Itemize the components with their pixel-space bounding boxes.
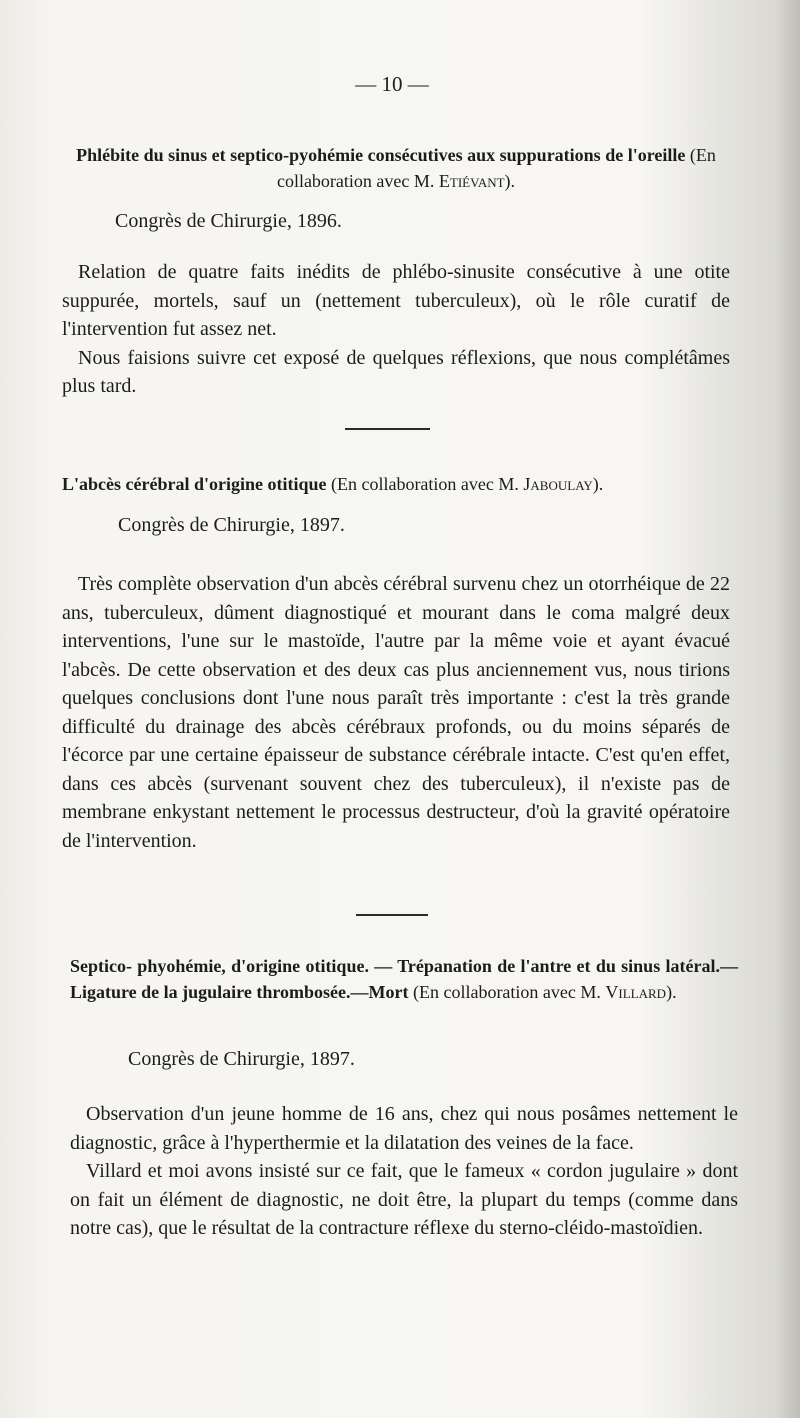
section-1-venue: Congrès de Chirurgie, 1896. (115, 210, 342, 232)
section-3-paragraph-2: Villard et moi avons insisté sur ce fait, que le fameux « cordon jugulaire » dont on fait un élément de diagnostic, ne doit être, la plupart du temps (comme dans notre cas), que le résultat de la contracture réflexe du sterno-cléido-mastoïdien. (70, 1160, 738, 1239)
section-3-venue: Congrès de Chirurgie, 1897. (128, 1048, 355, 1070)
section-2-collaborator: Jaboulay (523, 474, 593, 494)
section-3-collaborator: Villard (605, 982, 667, 1002)
section-1-paragraph-1: Relation de quatre faits inédits de phlébo-sinusite consécutive à une otite suppurée, mortels, sauf un (nettement tuberculeux), où le rôle curatif de l'intervention fut assez net. (62, 261, 730, 340)
section-2-title (62, 471, 730, 497)
section-2-title-end: ). (592, 474, 604, 494)
section-1-collaborator: Etiévant (438, 171, 505, 191)
section-1-title-end: ). (504, 171, 516, 191)
section-3-body (70, 1100, 738, 1243)
section-divider-2 (356, 914, 428, 916)
section-1-title-collab: (En collaboration avec M. (276, 145, 716, 191)
section-1-body (62, 258, 730, 401)
section-3-title-end: ). (666, 982, 677, 1002)
section-2-title-collab: (En collaboration avec M. (326, 474, 524, 494)
section-3-title-bold: Septico- phyohémie, d'origine otitique. — Trépanation de l'antre et du sinus latéral.— Ligature de la jugulaire thrombosée.—Mort (70, 956, 738, 1002)
section-1-title (62, 142, 730, 194)
section-2-title-bold: L'abcès cérébral d'origine otitique (62, 474, 327, 494)
page-number: — 10 — (355, 72, 429, 96)
section-1-paragraph-2: Nous faisions suivre cet exposé de quelques réflexions, que nous complétâmes plus tard. (62, 346, 730, 397)
section-3-title-collab: (En collaboration avec M. (408, 982, 606, 1002)
section-3-paragraph-1: Observation d'un jeune homme de 16 ans, chez qui nous posâmes nettement le diagnostic, grâce à l'hyperthermie et la dilatation des veines de la face. (70, 1103, 738, 1154)
section-1-title-bold: Phlébite du sinus et septico-pyohémie consécutives aux suppurations de l'oreille (76, 145, 686, 165)
section-divider-1 (345, 428, 430, 430)
section-2-body (62, 570, 730, 855)
section-3-title (70, 953, 738, 1005)
section-2-paragraph-1: Très complète observation d'un abcès cérébral survenu chez un otorrhéique de 22 ans, tuberculeux, dûment diagnostiqué et mourant dans le coma malgré deux interventions, l'une sur le mastoïde, l'autre par la même voie et ayant évacué l'abcès. De cette observation et des deux cas plus anciennement vus, nous tirions quelques conclusions dont l'une nous paraît très importante : c'est la très grande difficulté du drainage des abcès cérébraux profonds, ou du moins séparés de l'écorce par une certaine épaisseur de substance cérébrale intacte. C'est qu'en effet, dans ces abcès (survenant souvent chez des tuberculeux), il n'existe pas de membrane enkystant nettement le processus destructeur, d'où la gravité opératoire de l'intervention. (62, 573, 730, 852)
section-2-venue: Congrès de Chirurgie, 1897. (118, 514, 345, 536)
